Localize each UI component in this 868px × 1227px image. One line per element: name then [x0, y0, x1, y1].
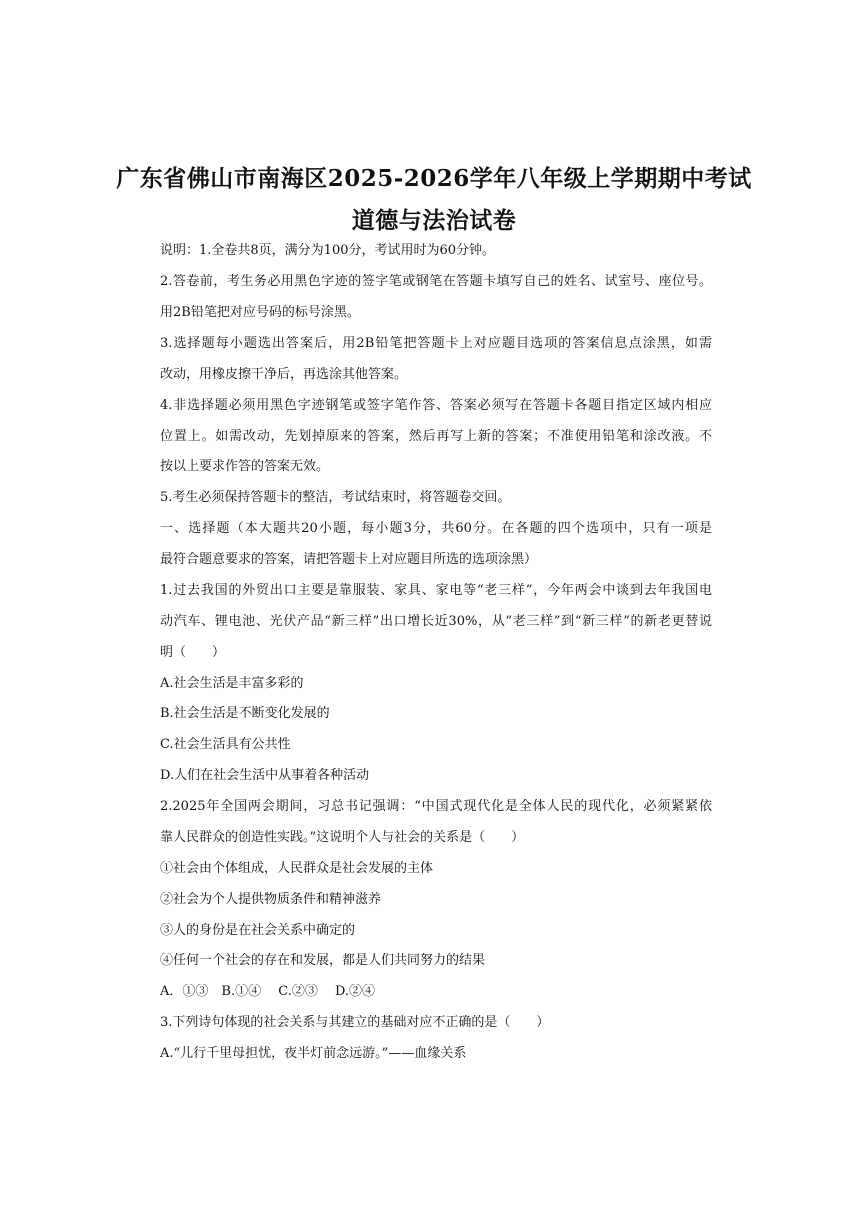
instruction-1: 说明：1.全卷共8页，满分为100分，考试用时为60分钟。	[160, 243, 496, 258]
q2-choices: A．①③ B.①④ C.②③ D.②④	[160, 984, 376, 999]
q2-item-4: ④任何一个社会的存在和发展，都是人们共同努力的结果	[160, 953, 486, 968]
instruction-2b: 用2B铅笔把对应号码的标号涂黑。	[160, 305, 360, 320]
instruction-4a: 4.非选择题必须用黑色字迹钢笔或签字笔作答、答案必须写在答题卡各题目指定区域内相应	[160, 398, 712, 413]
q1-option-c: C.社会生活具有公共性	[160, 737, 291, 752]
instruction-5: 5.考生必须保持答题卡的整洁，考试结束时，将答题卷交回。	[160, 490, 511, 505]
instruction-2a: 2.答卷前，考生务必用黑色字迹的签字笔或钢笔在答题卡填写自己的姓名、试室号、座位号。	[160, 274, 712, 289]
q2-item-1: ①社会由个体组成，人民群众是社会发展的主体	[160, 861, 434, 876]
q1-option-b: B.社会生活是不断变化发展的	[160, 706, 330, 721]
instruction-3a: 3.选择题每小题选出答案后，用2B铅笔把答题卡上对应题目选项的答案信息点涂黑，如需	[160, 336, 712, 351]
q3-option-a: A.“儿行千里母担忧，夜半灯前念远游。”——血缘关系	[160, 1046, 467, 1061]
q1-stem-c: 明（ ）	[160, 645, 226, 660]
exam-title-line2: 道德与法治试卷	[351, 207, 517, 234]
instruction-4c: 按以上要求作答的答案无效。	[160, 459, 330, 474]
q3-stem: 3.下列诗句体现的社会关系与其建立的基础对应不正确的是（ ）	[160, 1015, 550, 1030]
q1-option-d: D.人们在社会生活中从事着各种活动	[160, 768, 370, 783]
q1-option-a: A.社会生活是丰富多彩的	[160, 676, 304, 691]
q2-stem-b: 靠人民群众的创造性实践。”这说明个人与社会的关系是（ ）	[160, 830, 525, 845]
q2-item-2: ②社会为个人提供物质条件和精神滋养	[160, 892, 382, 907]
instruction-3b: 改动，用橡皮擦干净后，再选涂其他答案。	[160, 367, 408, 382]
q2-stem-a: 2.2025年全国两会期间，习总书记强调：“中国式现代化是全体人民的现代化，必须紧紧依	[160, 799, 712, 814]
section1-heading-a: 一、选择题（本大题共20小题，每小题3分，共60分。在各题的四个选项中，只有一项是	[160, 521, 712, 536]
exam-title-line1: 广东省佛山市南海区2025-2026学年八年级上学期期中考试	[116, 165, 752, 192]
q2-item-3: ③人的身份是在社会关系中确定的	[160, 923, 356, 938]
section1-heading-b: 最符合题意要求的答案，请把答题卡上对应题目所选的选项涂黑）	[160, 552, 538, 567]
instruction-4b: 位置上。如需改动，先划掉原来的答案，然后再写上新的答案；不准使用铅笔和涂改液。不	[160, 429, 712, 444]
q1-stem-b: 动汽车、锂电池、光伏产品“新三样”出口增长近30%，从“老三样”到“新三样”的新老更替说	[160, 614, 712, 629]
q1-stem-a: 1.过去我国的外贸出口主要是靠服装、家具、家电等“老三样”，今年两会中谈到去年我国电	[160, 583, 712, 598]
